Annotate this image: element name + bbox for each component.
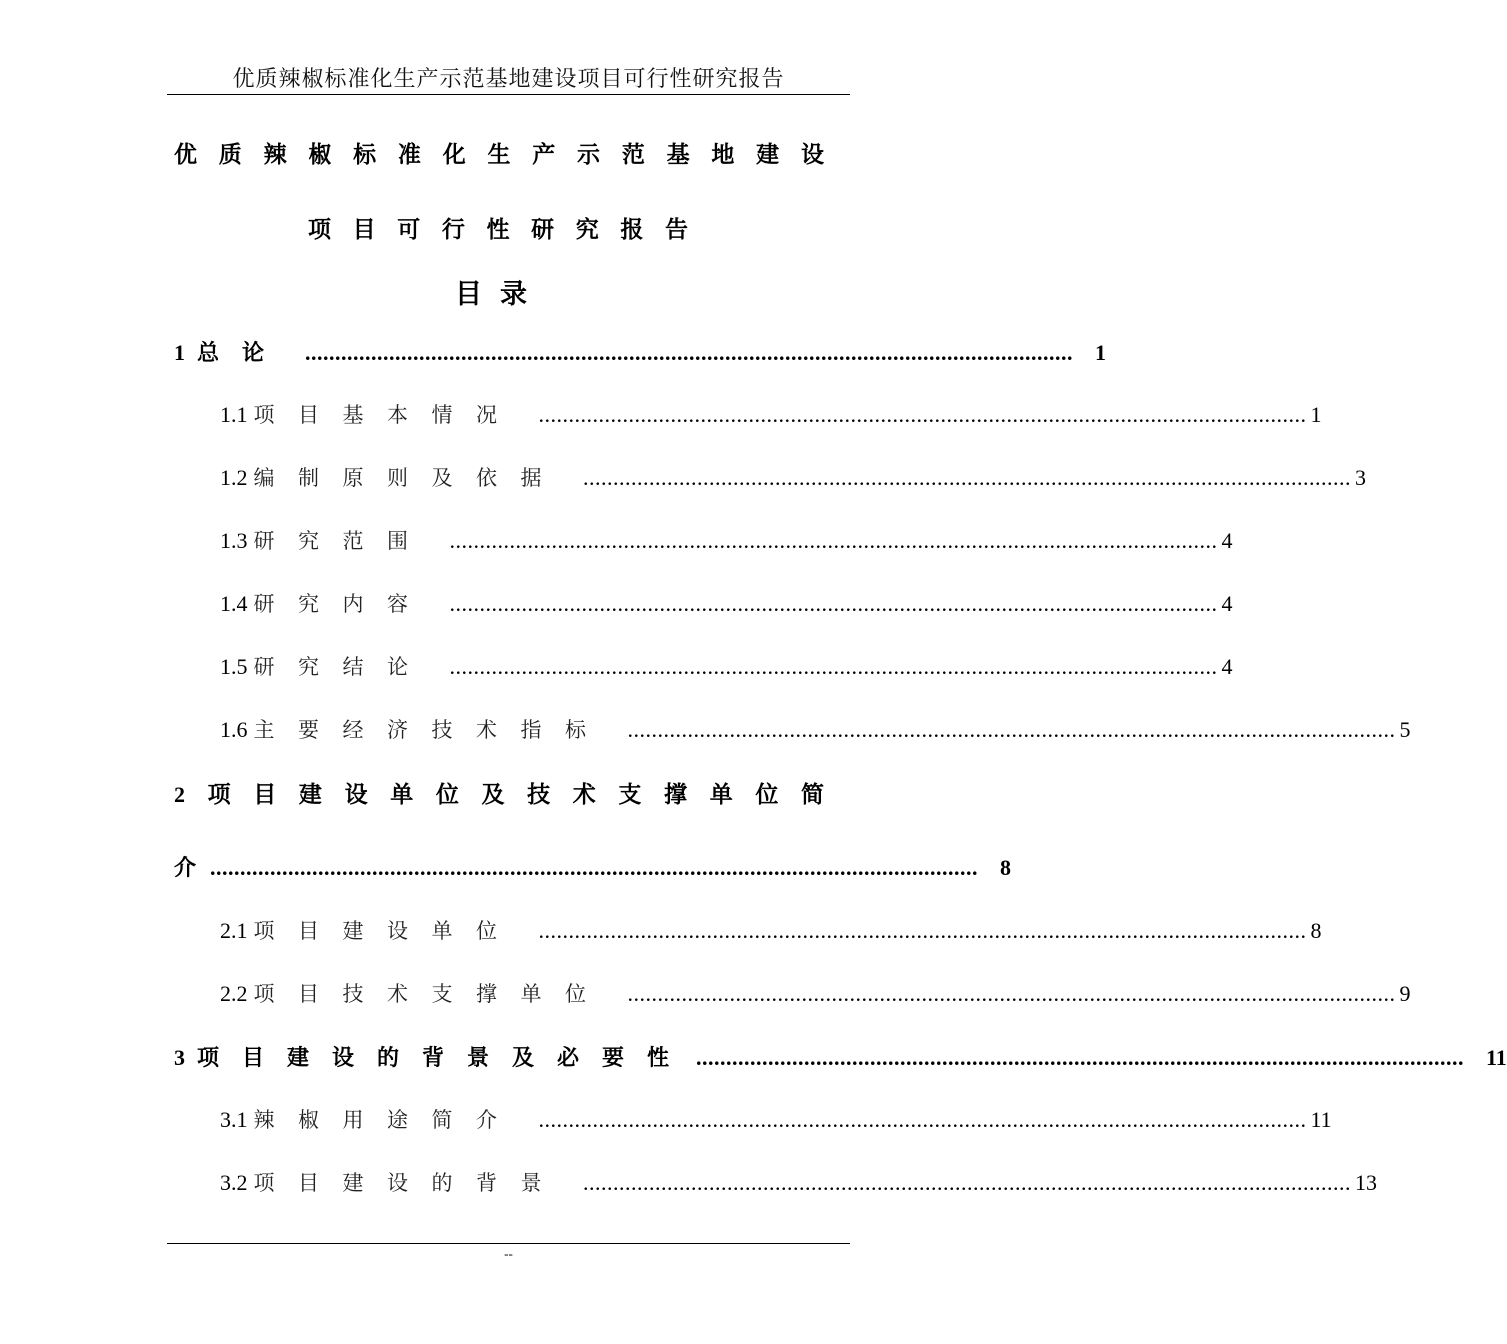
- toc-page-number: 3: [1355, 465, 1366, 490]
- header-rule: [167, 94, 850, 95]
- title-char: 生: [487, 142, 511, 168]
- toc-title: 项 目 建 设 的 背 景 及 必 要 性: [197, 1046, 670, 1071]
- title-char: 地: [711, 142, 735, 168]
- title-char: 准: [397, 142, 421, 168]
- title-char: 究: [575, 217, 599, 243]
- toc-entry-2-line-1[interactable]: 2 项 目 建 设 单 位 及 技 术 支 撑 单 位 简: [174, 782, 824, 808]
- title-char: 建: [756, 142, 780, 168]
- toc-title: 总 论: [197, 341, 265, 366]
- footer-rule: [167, 1243, 850, 1244]
- title-char: 标: [353, 142, 377, 168]
- toc-title: 项 目 技 术 支 撑 单 位: [253, 982, 586, 1006]
- toc-title: 介: [174, 856, 197, 881]
- toc-entry-3[interactable]: [174, 1041, 1507, 1072]
- toc-entry-3-1[interactable]: [220, 1104, 1332, 1134]
- toc-number: 2: [174, 782, 185, 807]
- toc-number: 1.1: [220, 402, 248, 427]
- toc-number: 1: [174, 340, 185, 365]
- toc-number: 1.5: [220, 654, 248, 679]
- toc-heading: 目录: [455, 279, 545, 310]
- title-char: 辣: [263, 142, 287, 168]
- toc-entry-1-1[interactable]: [220, 399, 1322, 429]
- toc-entry-1-3[interactable]: [220, 525, 1233, 555]
- toc-title: 项 目 建 设 的 背 景: [253, 1171, 542, 1195]
- toc-number: 1.2: [220, 465, 248, 490]
- toc-leader-dots: ................................................................................................................................: [449, 528, 1218, 553]
- toc-entry-1[interactable]: [174, 336, 1106, 367]
- toc-leader-dots: ................................................................................................................................: [538, 402, 1307, 427]
- toc-number: 1.6: [220, 717, 248, 742]
- toc-entry-2-line-2[interactable]: [174, 851, 1012, 882]
- toc-leader-dots: ................................................................................................................................: [210, 855, 979, 880]
- toc-number: 3: [174, 1045, 185, 1070]
- title-char: 质: [218, 142, 242, 168]
- toc-page-number: 9: [1399, 981, 1411, 1006]
- toc-page-number: 1: [1095, 340, 1106, 365]
- toc-page-number: 13: [1355, 1170, 1377, 1195]
- document-title-line-2: [308, 211, 688, 244]
- toc-leader-dots: ................................................................................................................................: [583, 465, 1351, 490]
- toc-page-number: 8: [1310, 918, 1322, 943]
- toc-title: 研 究 内 容: [253, 592, 408, 616]
- toc-leader-dots: ................................................................................................................................: [449, 591, 1218, 616]
- toc-title: 项 目 基 本 情 况: [253, 403, 497, 427]
- toc-title: 辣 椒 用 途 简 介: [253, 1108, 497, 1132]
- toc-page-number: 4: [1221, 591, 1233, 616]
- toc-leader-dots: ................................................................................................................................: [583, 1170, 1351, 1195]
- title-char: 椒: [308, 142, 332, 168]
- toc-leader-dots: ................................................................................................................................: [538, 918, 1307, 943]
- toc-number: 1.3: [220, 528, 248, 553]
- toc-number: 2.2: [220, 981, 248, 1006]
- toc-number: 1.4: [220, 591, 248, 616]
- toc-title: 主 要 经 济 技 术 指 标: [253, 718, 586, 742]
- toc-leader-dots: ................................................................................................................................: [627, 981, 1396, 1006]
- toc-page-number: 4: [1221, 528, 1233, 553]
- toc-entry-1-2[interactable]: [220, 462, 1366, 492]
- title-char: 告: [665, 217, 688, 243]
- toc-leader-dots: ................................................................................................................................: [696, 1045, 1464, 1070]
- toc-number: 2.1: [220, 918, 248, 943]
- title-char: 化: [442, 142, 466, 168]
- toc-leader-dots: ................................................................................................................................: [305, 340, 1073, 365]
- title-char: 可: [397, 217, 421, 243]
- toc-title: 研 究 结 论: [253, 655, 408, 679]
- title-char: 项: [308, 217, 331, 243]
- toc-leader-dots: ................................................................................................................................: [627, 717, 1396, 742]
- running-header: 优质辣椒标准化生产示范基地建设项目可行性研究报告: [232, 67, 785, 92]
- title-char: 优: [174, 142, 197, 168]
- toc-title: 编 制 原 则 及 依 据: [253, 466, 542, 490]
- toc-page-number: 4: [1221, 654, 1233, 679]
- toc-entry-1-6[interactable]: [220, 714, 1411, 744]
- page-footer: --: [504, 1246, 513, 1261]
- toc-page-number: 5: [1399, 717, 1411, 742]
- toc-entry-2-1[interactable]: [220, 915, 1322, 945]
- toc-page-number: 11: [1486, 1045, 1507, 1070]
- title-char: 性: [486, 217, 510, 243]
- document-title-line-1: [174, 136, 824, 169]
- toc-title: 项 目 建 设 单 位: [253, 919, 497, 943]
- toc-leader-dots: ................................................................................................................................: [538, 1107, 1307, 1132]
- toc-title: 研 究 范 围: [253, 529, 408, 553]
- toc-number: 3.2: [220, 1170, 248, 1195]
- toc-page-number: 11: [1310, 1107, 1332, 1132]
- title-char: 产: [532, 142, 556, 168]
- title-char: 目: [352, 217, 376, 243]
- toc-page-number: 8: [1000, 855, 1012, 880]
- toc-entry-1-4[interactable]: [220, 588, 1233, 618]
- toc-number: 3.1: [220, 1107, 248, 1132]
- toc-leader-dots: ................................................................................................................................: [449, 654, 1218, 679]
- title-char: 设: [800, 142, 824, 168]
- title-char: 范: [621, 142, 645, 168]
- toc-page-number: 1: [1310, 402, 1322, 427]
- toc-entry-3-2[interactable]: [220, 1167, 1377, 1197]
- title-char: 报: [620, 217, 644, 243]
- title-char: 示: [577, 142, 601, 168]
- toc-entry-2-2[interactable]: [220, 978, 1411, 1008]
- toc-entry-1-5[interactable]: [220, 651, 1233, 681]
- title-char: 基: [666, 142, 690, 168]
- title-char: 行: [441, 217, 465, 243]
- title-char: 研: [531, 217, 555, 243]
